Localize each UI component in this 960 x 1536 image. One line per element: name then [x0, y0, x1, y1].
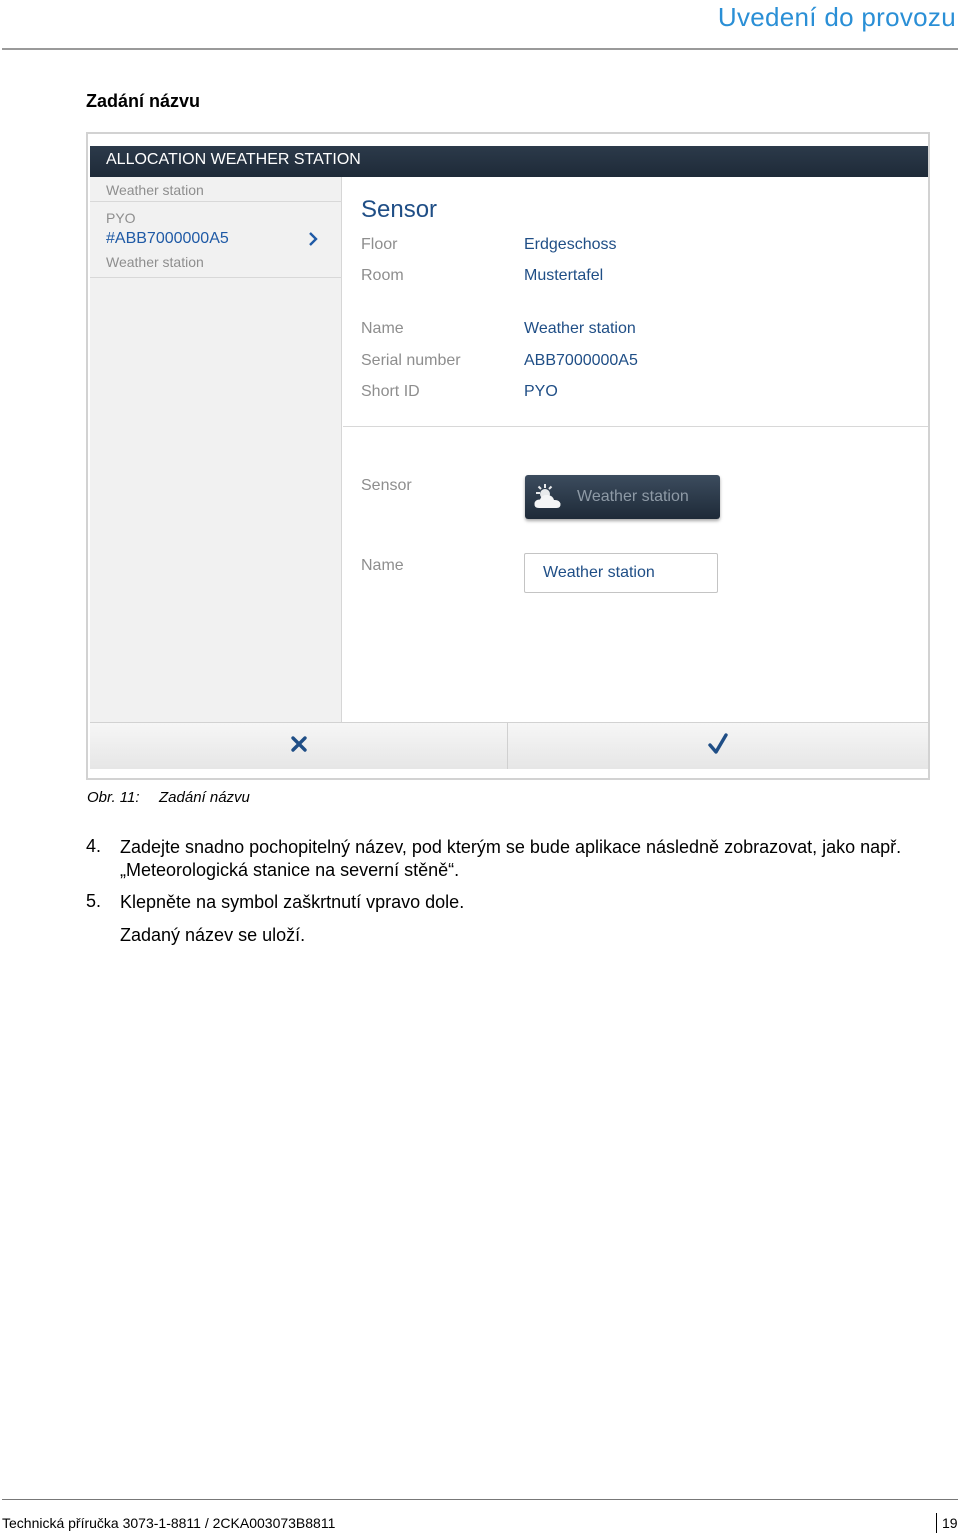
- weather-sun-cloud-icon: [531, 482, 567, 512]
- step-number: 4.: [86, 836, 102, 856]
- divider: [90, 277, 342, 278]
- figure-caption-text: Zadání názvu: [159, 789, 250, 806]
- footer-text: Technická příručka 3073-1-8811 / 2CKA003073B8811: [2, 1515, 336, 1531]
- step-text: Klepněte na symbol zaškrtnutí vpravo dole.: [120, 892, 465, 912]
- field-value-floor: Erdgeschoss: [524, 236, 617, 253]
- name-input-label: Name: [361, 557, 404, 574]
- chevron-right-icon[interactable]: [308, 230, 318, 251]
- step-number: 5.: [86, 891, 102, 911]
- field-label-short-id: Short ID: [361, 383, 420, 400]
- field-label-serial: Serial number: [361, 352, 461, 369]
- device-serial: #ABB7000000A5: [106, 230, 229, 247]
- name-input[interactable]: [524, 553, 718, 593]
- figure-number: Obr. 11:: [87, 789, 140, 806]
- field-label-floor: Floor: [361, 236, 398, 253]
- footer-page-separator: [936, 1513, 937, 1533]
- field-value-short-id: PYO: [524, 383, 558, 400]
- sensor-type-button-label: Weather station: [577, 488, 689, 505]
- step-result: Zadaný název se uloží.: [120, 925, 306, 945]
- page-number: 19: [942, 1515, 958, 1531]
- field-value-serial: ABB7000000A5: [524, 352, 638, 369]
- confirm-button[interactable]: [508, 723, 928, 769]
- device-type: Weather station: [106, 254, 204, 270]
- cancel-button[interactable]: [90, 723, 507, 769]
- field-value-name: Weather station: [524, 320, 636, 337]
- sensor-type-label: Sensor: [361, 477, 412, 494]
- field-label-name: Name: [361, 320, 404, 337]
- close-icon: [290, 735, 308, 758]
- step-text: Zadejte snadno pochopitelný název, pod kterým se bude aplikace následně zobrazovat, jako např. „Meteorologická stanice na severní stěně“.: [120, 837, 902, 880]
- field-label-room: Room: [361, 267, 404, 284]
- figure-caption: [87, 789, 250, 806]
- left-panel-header: Weather station: [106, 182, 204, 198]
- checkmark-icon: [708, 733, 728, 760]
- device-short-id: PYO: [106, 210, 136, 226]
- app-title: ALLOCATION WEATHER STATION: [106, 151, 361, 168]
- sensor-section-title: Sensor: [361, 196, 438, 223]
- field-value-room: Mustertafel: [524, 267, 604, 284]
- section-title: Uvedení do provozu: [717, 2, 956, 32]
- header-rule: [2, 48, 958, 50]
- sensor-type-button[interactable]: [525, 475, 720, 519]
- footer-rule: [2, 1499, 958, 1500]
- divider: [343, 426, 928, 427]
- page-heading: Zadání názvu: [86, 91, 201, 111]
